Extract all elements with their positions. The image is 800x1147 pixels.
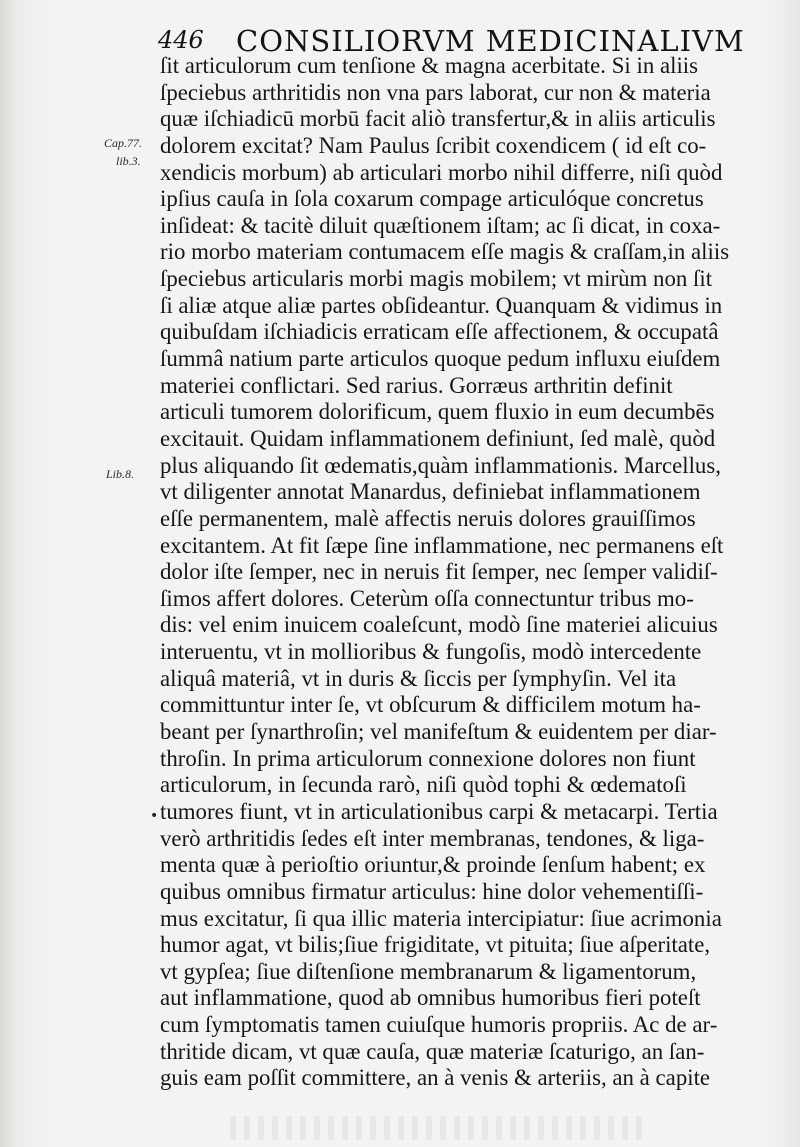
text-line: dis: vel enim inuicem coaleſcunt, modò ſine materiei alicuius <box>160 612 718 638</box>
text-line: ipſius cauſa in ſola coxarum compage articulóque concretus <box>160 186 704 212</box>
text-line: vt diligenter annotat Manardus, definiebat inflammationem <box>160 479 701 505</box>
text-line: ſpeciebus articularis morbi magis mobilem; vt mirùm non ſit <box>160 266 713 292</box>
text-line: quibuſdam iſchiadicis erraticam eſſe affectionem, & occupatâ <box>160 319 719 345</box>
text-line: quibus omnibus firmatur articulus: hine dolor vehementiſſi- <box>160 878 704 904</box>
text-line: aliquâ materiâ, vt in duris & ſiccis per ſymphyſin. Vel ita <box>160 665 677 691</box>
margin-note-cap: Cap.77. <box>104 136 143 150</box>
text-line: plus aliquando ſit œdematis,quàm inflammationis. Marcellus, <box>160 452 721 478</box>
page-body-text <box>160 53 770 1092</box>
text-line: xendicis morbum) ab articulari morbo nihil differre, niſi quòd <box>160 159 723 185</box>
text-line: dolorem excitat? Nam Paulus ſcribit coxendicem ( id eſt co- <box>160 132 707 158</box>
text-line: verò arthritidis ſedes eſt inter membranas, tendones, & liga- <box>160 825 705 851</box>
margin-note-lib: lib.3. <box>116 154 141 168</box>
text-line: beant per ſynarthroſin; vel manifeſtum & euidentem per diar- <box>160 719 717 745</box>
text-line: cum ſymptomatis tamen cuiuſque humoris propriis. Ac de ar- <box>160 1012 718 1038</box>
text-line: ſpeciebus arthritidis non vna pars laborat, cur non & materia <box>160 79 711 105</box>
text-line: eſſe permanentem, malè affectis neruis dolores grauiſſimos <box>160 505 696 531</box>
text-line: ſimos affert dolores. Ceterùm oſſa connectuntur tribus mo- <box>160 585 694 611</box>
text-line: aut inflammatione, quod ab omnibus humoribus fieri poteſt <box>160 985 701 1011</box>
text-line: inſideat: & tacitè diluit quæſtionem iſtam; ac ſi dicat, in coxa- <box>160 212 721 238</box>
text-line: tumores fiunt, vt in articulationibus carpi & metacarpi. Tertia <box>160 798 718 824</box>
text-line: excitauit. Quidam inflammationem definiunt, ſed malè, quòd <box>160 425 716 451</box>
text-line: mus excitatur, ſi qua illic materia intercipiatur: ſiue acrimonia <box>160 905 722 931</box>
text-line: ſi aliæ atque aliæ partes obſideantur. Quanquam & vidimus in <box>160 292 723 318</box>
text-line: articulorum, in ſecunda rarò, niſi quòd tophi & œdematoſi <box>160 772 687 798</box>
text-line: ſit articulorum cum tenſione & magna acerbitate. Si in aliis <box>160 53 699 78</box>
text-line: menta quæ à perioſtio oriuntur,& proinde ſenſum habent; ex <box>160 852 706 878</box>
text-line: excitantem. At fit ſæpe ſine inflammatione, nec permanens eſt <box>160 532 724 558</box>
page-header <box>158 18 778 58</box>
page-number: 446 <box>158 26 204 54</box>
text-line: materiei conflictari. Sed rarius. Gorræus arthritin definit <box>160 372 673 398</box>
text-line: humor agat, vt bilis;ſiue frigiditate, vt pituita; ſiue aſperitate, <box>160 932 711 958</box>
text-line: throſin. In prima articulorum connexione dolores non fiunt <box>160 745 696 771</box>
text-line: thritide dicam, vt quæ cauſa, quæ materiæ ſcaturigo, an ſan- <box>160 1038 705 1064</box>
text-line: ſummâ natium parte articulos quoque pedum influxu eiuſdem <box>160 346 721 372</box>
text-line: rio morbo materiam contumacem eſſe magis & craſſam,in aliis <box>160 239 730 265</box>
text-line: quæ iſchiadicū morbū facit aliò transfertur,& in aliis articulis <box>160 106 716 132</box>
margin-bullet: • <box>150 808 159 824</box>
text-line: committuntur inter ſe, vt obſcurum & difficilem motum ha- <box>160 692 701 718</box>
text-line: dolor iſte ſemper, nec in neruis fit ſemper, nec ſemper validiſ- <box>160 559 718 585</box>
margin-note-lib8: Lib.8. <box>106 467 135 481</box>
bleed-through-text <box>230 1116 650 1140</box>
text-line: interuentu, vt in mollioribus & fungoſis, modò intercedente <box>160 639 702 665</box>
text-line: guis eam poſſit committere, an à venis & arteriis, an à capite <box>160 1065 711 1091</box>
text-line: articuli tumorem dolorificum, quem fluxio in eum decumbēs <box>160 399 715 425</box>
text-line: vt gypſea; ſiue diſtenſione membranarum & ligamentorum, <box>160 958 697 984</box>
running-title: CONSILIORVM MEDICINALIVM <box>236 24 745 58</box>
